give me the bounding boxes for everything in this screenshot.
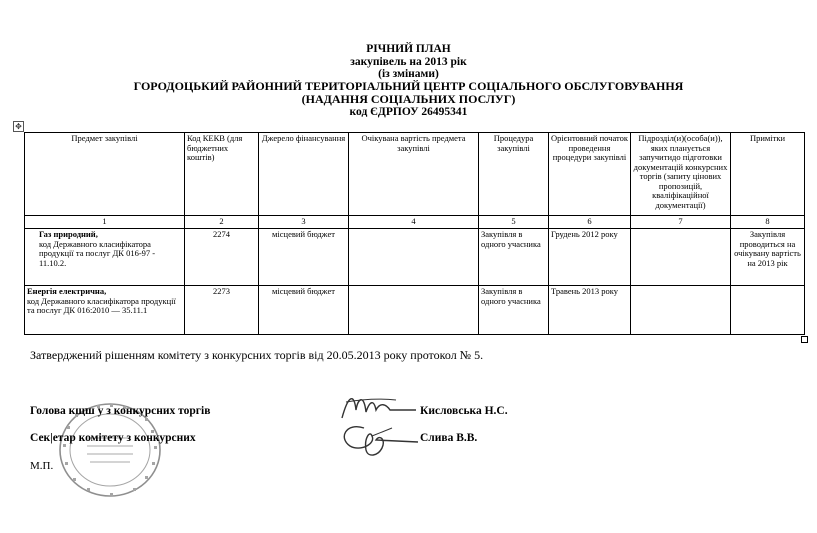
table-row bbox=[25, 286, 805, 335]
column-number: 3 bbox=[259, 216, 349, 229]
procedure-cell: Закупівля в одного учасника bbox=[479, 286, 549, 335]
kekv-cell: 2273 bbox=[185, 286, 259, 335]
department-cell bbox=[631, 229, 731, 286]
signature-secretary-icon bbox=[336, 418, 420, 462]
start-cell: Грудень 2012 року bbox=[549, 229, 631, 286]
source-cell: місцевий бюджет bbox=[259, 229, 349, 286]
column-number: 8 bbox=[731, 216, 805, 229]
plan-changes-note: (із змінами) bbox=[378, 68, 439, 80]
col-header-department: Підрозділ(и)(особа(и)), яких планується запучитидо підготовки документацій конкурсних торгів (запиту цінових пропозицій, кваліфікаційної документації) bbox=[631, 133, 731, 216]
notes-cell: Закупівля проводиться на очікувану вартість на 2013 рік bbox=[731, 229, 805, 286]
resize-handle-icon[interactable] bbox=[801, 336, 808, 343]
source-cell: місцевий бюджет bbox=[259, 286, 349, 335]
head-signature-label: Голова кщш у з конкурсних торгів bbox=[30, 405, 211, 417]
col-header-procedure: Процедура закупівлі bbox=[479, 133, 549, 216]
plan-subtitle: закупівель на 2013 рік bbox=[350, 56, 467, 68]
procurement-table bbox=[24, 132, 805, 335]
approval-statement: Затверджений рішенням комітету з конкурсних торгів від 20.05.2013 року протокол № 5. bbox=[30, 348, 484, 362]
organization-name: ГОРОДОЦЬКИЙ РАЙОННИЙ ТЕРИТОРІАЛЬНИЙ ЦЕНТР СОЦІАЛЬНОГО ОБСЛУГОВУВАННЯ bbox=[133, 79, 684, 93]
table-header-row bbox=[25, 133, 805, 216]
table-row bbox=[25, 229, 805, 286]
head-signature-name: Кисловська Н.С. bbox=[420, 405, 508, 417]
plan-title: РІЧНИЙ ПЛАН bbox=[366, 43, 451, 55]
move-handle-icon[interactable]: ✥ bbox=[13, 121, 24, 132]
column-number: 2 bbox=[185, 216, 259, 229]
col-header-cost: Очікувана вартість предмета закупівлі bbox=[349, 133, 479, 216]
col-header-start: Орієнтовний початок проведення процедури закупівлі bbox=[549, 133, 631, 216]
column-number-row bbox=[25, 216, 805, 229]
subject-description: код Державного класифікатора продукції та послуг ДК 016-97 - 11.10.2. bbox=[39, 238, 156, 268]
column-number: 5 bbox=[479, 216, 549, 229]
kekv-cell: 2274 bbox=[185, 229, 259, 286]
subject-description: код Державного класифікатора продукції та послуг ДК 016:2010 — 35.11.1 bbox=[27, 295, 176, 315]
col-header-source: Джерело фінансування bbox=[259, 133, 349, 216]
notes-cell bbox=[731, 286, 805, 335]
column-number: 1 bbox=[25, 216, 185, 229]
subject-title: Газ природний, bbox=[39, 229, 98, 239]
col-header-kekv: Код КЕКВ (для бюджетних коштів) bbox=[185, 133, 259, 216]
col-header-subject: Предмет закупівлі bbox=[25, 133, 185, 216]
seal-place-label: М.П. bbox=[30, 460, 54, 472]
department-cell bbox=[631, 286, 731, 335]
organization-subname: (НАДАННЯ СОЦІАЛЬНИХ ПОСЛУГ) bbox=[301, 92, 516, 106]
start-cell: Травень 2013 року bbox=[549, 286, 631, 335]
subject-cell bbox=[25, 229, 185, 286]
cost-cell bbox=[349, 286, 479, 335]
column-number: 7 bbox=[631, 216, 731, 229]
procedure-cell: Закупівля в одного учасника bbox=[479, 229, 549, 286]
secretary-signature-label: Сек|етар комітету з конкурсних bbox=[30, 432, 196, 444]
column-number: 4 bbox=[349, 216, 479, 229]
secretary-signature-name: Слива В.В. bbox=[420, 432, 478, 444]
col-header-notes: Примітки bbox=[731, 133, 805, 216]
cost-cell bbox=[349, 229, 479, 286]
column-number: 6 bbox=[549, 216, 631, 229]
subject-cell bbox=[25, 286, 185, 335]
subject-title: Енергія електрична, bbox=[27, 286, 107, 296]
edrpou-code: код ЄДРПОУ 26495341 bbox=[349, 106, 468, 118]
